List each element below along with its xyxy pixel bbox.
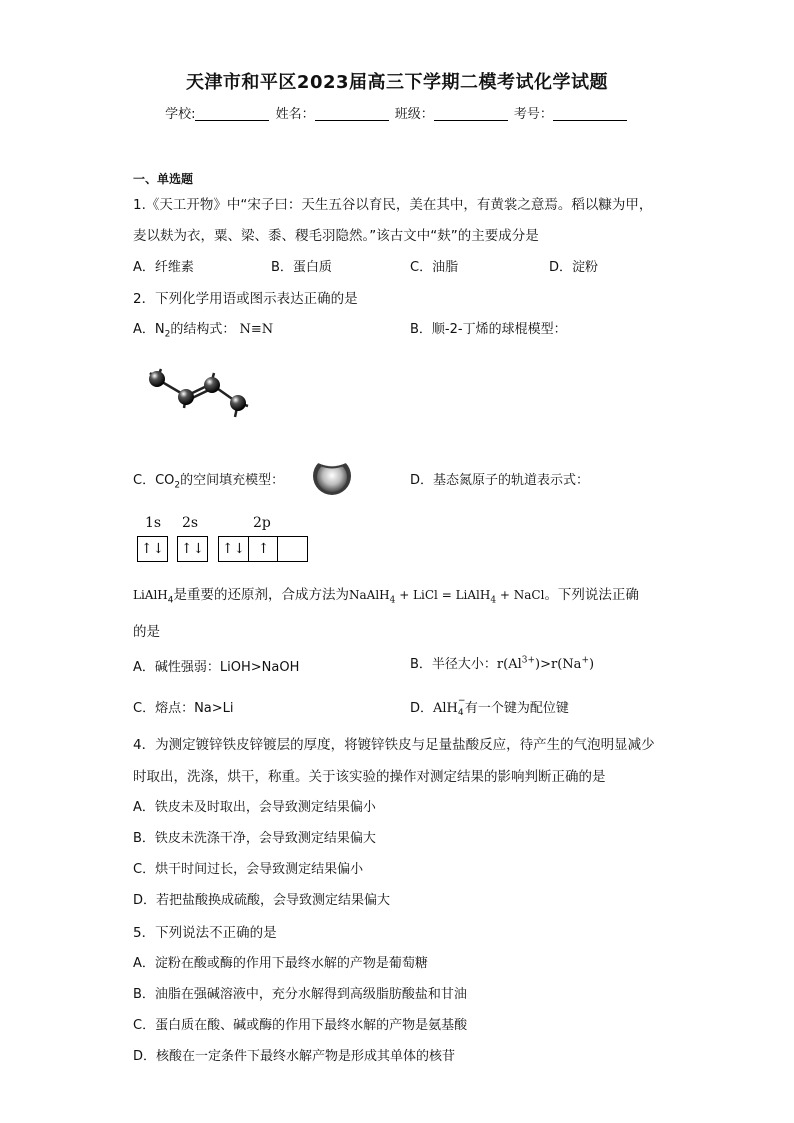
q3-d-suffix: 有一个键为配位键 [464, 701, 569, 716]
q3-b-prefix: B．半径大小： [410, 657, 497, 672]
name-label: 姓名： [275, 107, 315, 122]
orbital-2p-y-electrons: ↑ [248, 537, 278, 561]
q4-stem-line1: 4．为测定镀锌铁皮锌镀层的厚度，将镀锌铁皮与足量盐酸反应，待产生的气泡明显减少 [133, 737, 655, 753]
orbital-2s-electrons: ↑↓ [180, 541, 205, 557]
q2-c-suffix: 的空间填充模型： [180, 473, 285, 488]
co2-space-filling-model [311, 455, 353, 497]
q5-option-a: A．淀粉在酸或酶的作用下最终水解的产物是葡萄糖 [133, 956, 428, 971]
orbital-label-1s: 1s [145, 515, 162, 531]
q4-stem-line2: 时取出，洗涤，烘干，称重。关于该实验的操作对测定结果的影响判断正确的是 [133, 769, 606, 785]
q1-stem-line1: 1.《天工开物》中“宋子曰：天生五谷以育民，美在其中，有黄裳之意焉。稻以糠为甲， [133, 197, 653, 213]
id-blank [553, 107, 627, 121]
q4-option-d: D．若把盐酸换成硫酸，会导致测定结果偏大 [133, 893, 391, 908]
q4-option-b: B．铁皮未洗涤干净，会导致测定结果偏大 [133, 831, 376, 846]
q3-eq-a: NaAlH [349, 588, 390, 602]
q4-option-a: A．铁皮未及时取出，会导致测定结果偏小 [133, 800, 376, 815]
q2-a-prefix: A．N [133, 322, 165, 337]
carbon-atom [178, 389, 194, 405]
q3-eq-b: + LiCl = LiAlH [395, 588, 491, 602]
orbital-2p-x-electrons: ↑↓ [221, 541, 246, 557]
class-label: 班级： [394, 107, 434, 122]
q2-option-b: B．顺-2-丁烯的球棍模型： [410, 322, 567, 337]
q3-d-sub: 4 [457, 708, 464, 718]
page-title: 天津市和平区2023届高三下学期二模考试化学试题 [185, 72, 609, 93]
q3-d-formula: AlH [433, 701, 458, 716]
q2-option-d: D．基态氮原子的轨道表示式： [410, 473, 590, 488]
orbital-box-2p [218, 536, 308, 562]
q2-option-c [133, 469, 284, 491]
q2-c-sub: 2 [174, 480, 181, 491]
q3-option-a: A．碱性强弱：LiOH>NaOH [133, 660, 300, 675]
name-blank [315, 107, 389, 121]
q1-option-a: A．纤维素 [133, 260, 194, 275]
q3-equation [349, 588, 545, 606]
q3-b-sup1: 3+ [521, 655, 536, 666]
orbital-box-2s [177, 536, 208, 562]
q3-d-prefix: D． [410, 701, 434, 716]
orbital-1s-electrons: ↑↓ [140, 541, 165, 557]
q1-option-b: B．蛋白质 [271, 260, 332, 275]
orbital-2p-z-empty [277, 537, 307, 561]
q3-d-ion-charge [457, 696, 466, 718]
q3-stem-line1 [133, 583, 639, 606]
q3-eq-a-sub: 4 [389, 595, 396, 606]
orbital-label-2s: 2s [182, 515, 199, 531]
q3-reagent: LiAlH [133, 588, 168, 602]
carbon-atom [204, 377, 220, 393]
q3-option-c: C．熔点：Na>Li [133, 701, 234, 716]
orbital-label-2p: 2p [253, 515, 271, 531]
q5-option-b: B．油脂在强碱溶液中，充分水解得到高级脂肪酸盐和甘油 [133, 987, 467, 1002]
q3-b-f1: r(Al [496, 657, 522, 672]
q3-eq-b-sub: 4 [490, 595, 497, 606]
student-info-line [0, 103, 794, 122]
q5-stem: 5．下列说法不正确的是 [133, 925, 277, 941]
q3-stem-line2: 的是 [133, 624, 160, 640]
class-blank [434, 107, 508, 121]
q4-option-c: C．烘干时间过长，会导致测定结果偏小 [133, 862, 364, 877]
id-label: 考号： [513, 107, 553, 122]
orbital-box-1s [137, 536, 168, 562]
q1-option-c: C．油脂 [410, 260, 459, 275]
q2-a-formula: N≡N [239, 322, 274, 337]
school-blank [195, 107, 269, 121]
q5-option-c: C．蛋白质在酸、碱或酶的作用下最终水解的产物是氨基酸 [133, 1018, 468, 1033]
q3-b-sup2: + [581, 655, 589, 666]
school-label: 学校: [165, 107, 196, 122]
q3-option-d [410, 697, 569, 716]
q3-eq-c: + NaCl [496, 588, 545, 602]
q2-c-prefix: C．CO [133, 473, 175, 488]
q2-a-sub: 2 [164, 329, 171, 340]
q1-stem-line2: 麦以麸为衣，粟、梁、黍、稷毛羽隐然。”该古文中“麸”的主要成分是 [133, 228, 539, 244]
q3-b-f2: )>r(Na [535, 657, 582, 672]
q5-option-d: D．核酸在一定条件下最终水解产物是形成其单体的核苷 [133, 1049, 456, 1064]
q3-text1: 是重要的还原剂，合成方法为 [173, 587, 350, 603]
q1-option-d: D．淀粉 [549, 260, 599, 275]
butene-ball-stick-model [140, 360, 260, 422]
q3-b-formula [497, 657, 594, 672]
carbon-atom [230, 395, 246, 411]
q2-option-a [133, 318, 273, 340]
carbon-atom [149, 371, 165, 387]
q3-reagent-sub: 4 [167, 595, 174, 606]
q2-stem: 2．下列化学用语或图示表达正确的是 [133, 291, 358, 307]
section-title: 一、单选题 [133, 172, 194, 186]
q3-d-sup: − [457, 696, 466, 706]
q3-text2: 。下列说法正确 [544, 587, 639, 603]
q2-a-suffix: 的结构式： [170, 322, 236, 337]
q3-option-b [410, 653, 594, 672]
q3-b-f3: ) [588, 657, 595, 672]
